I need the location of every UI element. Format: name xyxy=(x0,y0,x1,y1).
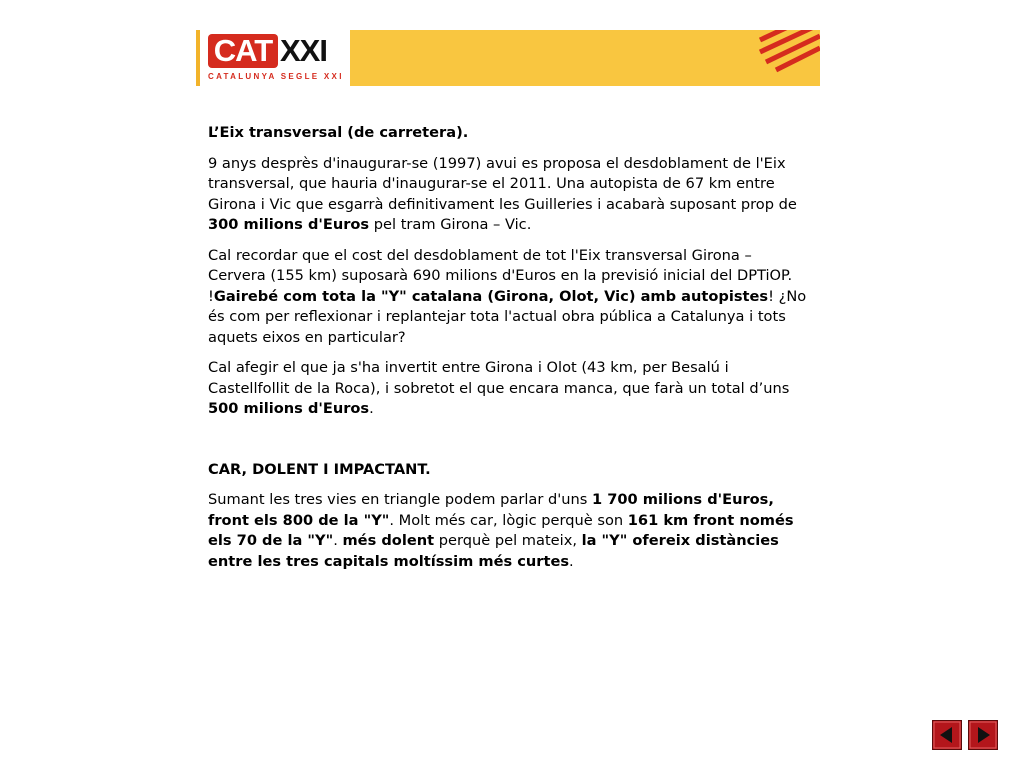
paragraph: Sumant les tres vies en triangle podem parlar d'uns 1 700 milions d'Euros, front els 800 de la "Y". Molt més car, lògic perquè son 161 km front només els 70 de la "Y". més dolent perquè pel mateix, la "Y" ofereix distàncies entre les tres capitals moltíssim més curtes. xyxy=(208,491,794,570)
previous-slide-button[interactable] xyxy=(932,720,962,750)
logo-xxi-text: XXI xyxy=(280,33,327,68)
article-body xyxy=(208,123,810,582)
triangle-left-icon xyxy=(932,720,962,750)
senyera-stripes-icon xyxy=(756,30,820,86)
section-heading: L’Eix transversal (de carretera). xyxy=(208,124,469,141)
spacer xyxy=(208,430,810,460)
paragraph: Cal recordar que el cost del desdoblament de tot l'Eix transversal Girona – Cervera (155 km) suposarà 690 milions d'Euros en la previsió inicial del DPTiOP. !Gairebé com tota la "Y" catalana (Girona, Olot, Vic) amb autopistes! ¿No és com per reflexionar i replantejar tota l'actual obra pública a Catalunya i tots aquets eixos en particular? xyxy=(208,246,807,346)
next-slide-button[interactable] xyxy=(968,720,998,750)
triangle-right-icon xyxy=(968,720,998,750)
section-heading: CAR, DOLENT I IMPACTANT. xyxy=(208,460,431,478)
logo-subtitle: CATALUNYA SEGLE XXI xyxy=(208,72,344,81)
logo-cat-text: CAT xyxy=(208,34,278,68)
header-banner xyxy=(196,30,820,86)
paragraph: 9 anys desprès d'inaugurar-se (1997) avui es proposa el desdoblament de l'Eix transversal, que hauria d'inaugurar-se el 2011. Una autopista de 67 km entre Girona i Vic que esgarrà definitivament les Guilleries i acabarà suposant prop de 300 milions d'Euros pel tram Girona – Vic. xyxy=(208,154,797,233)
paragraph: Cal afegir el que ja s'ha invertit entre Girona i Olot (43 km, per Besalú i Castellfollit de la Roca), i sobretot el que encara manca, que farà un total d’uns 500 milions d'Euros. xyxy=(208,359,790,417)
catxxi-logo xyxy=(196,30,350,86)
